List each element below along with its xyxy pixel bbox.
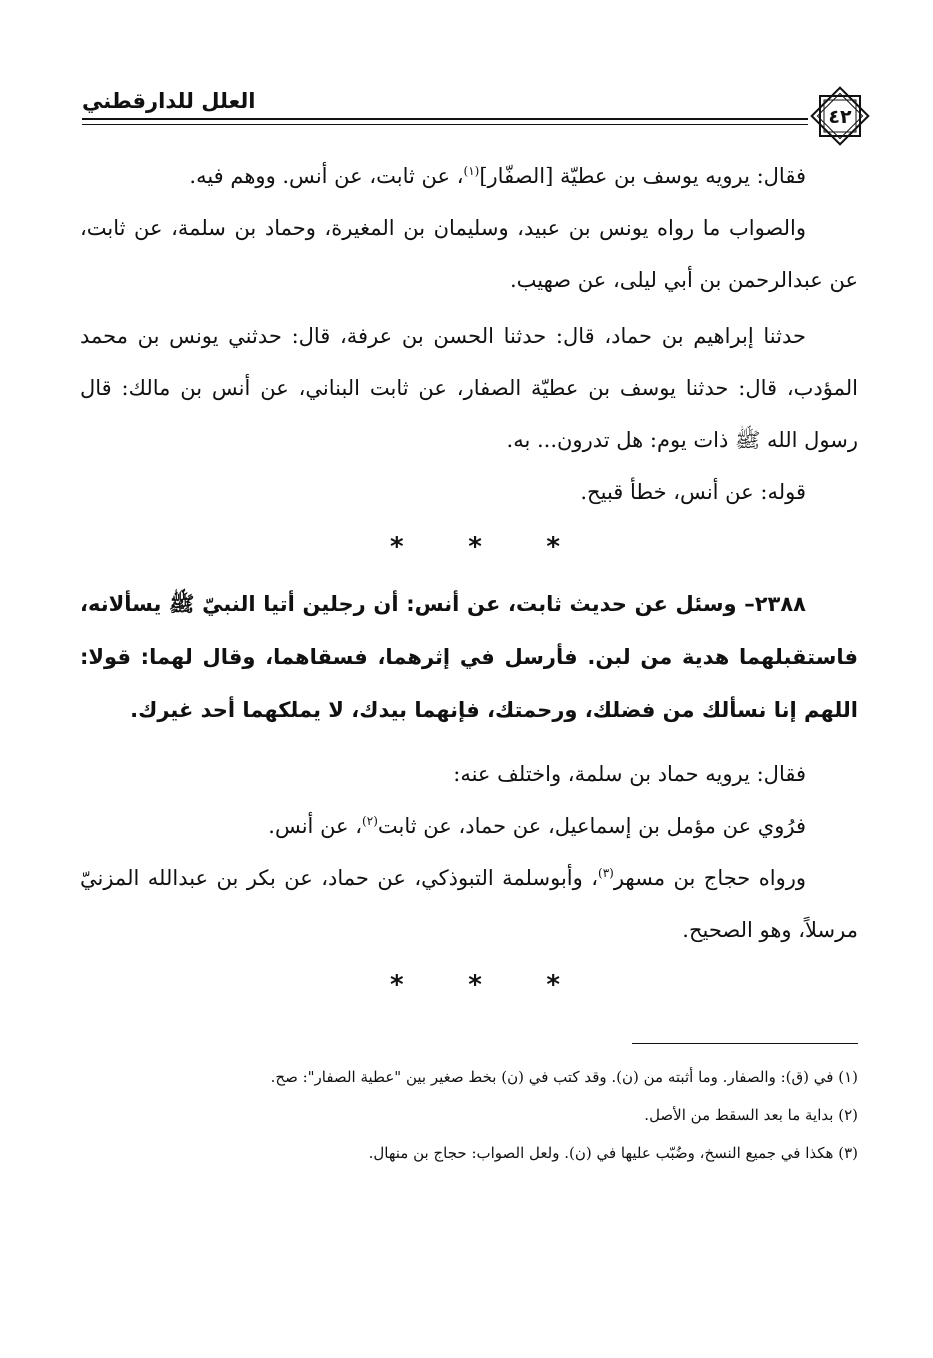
paragraph: والصواب ما رواه يونس بن عبيد، وسليمان بن المغيرة، وحماد بن سلمة، عن ثابت، عن عبدالرحمن بن أبي ليلى، عن صهيب. xyxy=(80,216,858,292)
paragraph: حدثنا إبراهيم بن حماد، قال: حدثنا الحسن بن عرفة، قال: حدثني يونس بن محمد المؤدب، قال: حدثنا يوسف بن عطيّة الصفار، عن ثابت البناني، عن أنس بن مالك: قال رسول الله ﷺ ذات يوم: هل تدرون... به. xyxy=(80,324,858,452)
paragraph-text: ، عن ثابت، عن أنس. ووهم فيه. xyxy=(189,164,464,188)
page-number: ٤٢ xyxy=(828,106,852,128)
passage-one xyxy=(80,150,858,518)
separator-star: * xyxy=(546,532,560,562)
footnote-marker: (٢) xyxy=(362,814,378,828)
entry-question xyxy=(80,578,858,737)
paragraph xyxy=(80,800,858,852)
paragraph-text: فرُوي عن مؤمل بن إسماعيل، عن حماد، عن ثابت xyxy=(377,814,806,838)
page-number-badge xyxy=(806,82,874,150)
footnote: (١) في (ق): والصفار. وما أثبته من (ن). وقد كتب في (ن) بخط صغير بين "عطية الصفار": صح. xyxy=(270,1068,858,1086)
footnote-divider xyxy=(632,1043,858,1044)
entry-heading: ٢٣٨٨– وسئل عن حديث ثابت، عن أنس: أن رجلين أتيا النبيّ ﷺ يسألانه، فاستقبلهما هدية من لبن. فأرسل في إثرهما، فسقاهما، وقال لهما: قولا: اللهم إنا نسألك من فضلك، ورحمتك، فإنهما بيدك، لا يملكهما أحد غيرك. xyxy=(80,592,858,722)
paragraph-text: ، وأبوسلمة التبوذكي، عن حماد، عن بكر بن عبدالله المزنيّ مرسلاً، وهو الصحيح. xyxy=(80,866,858,942)
separator-star: * xyxy=(390,532,404,562)
separator-star: * xyxy=(468,970,482,1000)
section-separator xyxy=(390,532,560,562)
section-separator xyxy=(390,970,560,1000)
paragraph-text: فقال: يرويه يوسف بن عطيّة [الصفّار] xyxy=(479,164,806,188)
passage-two xyxy=(80,748,858,956)
separator-star: * xyxy=(468,532,482,562)
footnote-marker: (٣) xyxy=(598,866,614,880)
paragraph-text: ورواه حجاج بن مسهر xyxy=(613,866,807,890)
footnotes xyxy=(200,1058,858,1172)
footnote-marker: (١) xyxy=(463,164,480,178)
paragraph xyxy=(80,852,858,956)
paragraph: فقال: يرويه حماد بن سلمة، واختلف عنه: xyxy=(453,762,806,786)
separator-star: * xyxy=(546,970,560,1000)
separator-star: * xyxy=(390,970,404,1000)
footnote: (٢) بداية ما بعد السقط من الأصل. xyxy=(644,1106,858,1124)
running-header-title: العلل للدارقطني xyxy=(82,89,256,113)
footnote: (٣) هكذا في جميع النسخ، وضُبّب عليها في (ن). ولعل الصواب: حجاج بن منهال. xyxy=(368,1144,858,1162)
paragraph: قوله: عن أنس، خطأ قبيح. xyxy=(580,480,806,504)
paragraph-text: ، عن أنس. xyxy=(268,814,363,838)
header-rule-thick xyxy=(82,118,808,120)
header-rule-thin xyxy=(82,124,808,125)
paragraph xyxy=(80,150,858,202)
